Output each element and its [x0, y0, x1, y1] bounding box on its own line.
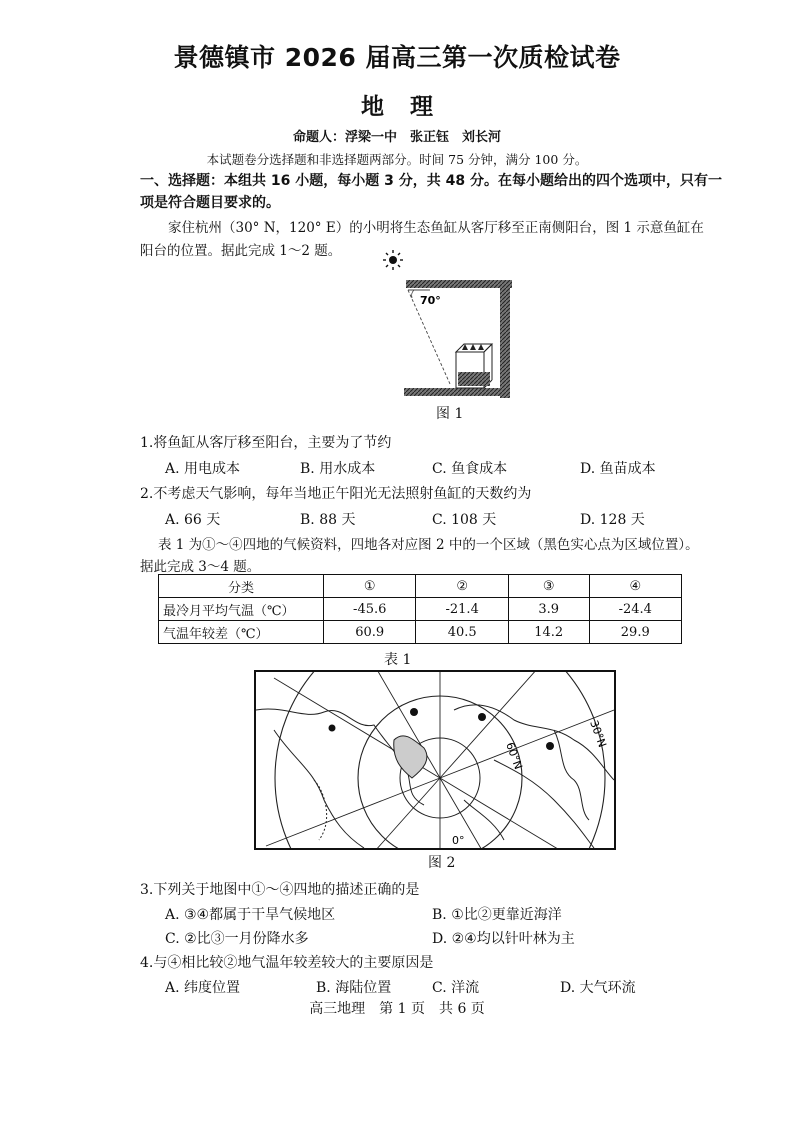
table-header: ① [324, 575, 416, 598]
intro2-line2: 据此完成 3～4 题。 [140, 559, 261, 575]
q4-option-d[interactable]: D. 大气环流 [560, 980, 636, 996]
q1-option-d[interactable]: D. 鱼苗成本 [580, 461, 656, 477]
page-footer: 高三地理 第 1 页 共 6 页 [309, 1001, 485, 1017]
q1-option-a[interactable]: A. 用电成本 [165, 461, 241, 477]
region-dot [478, 713, 486, 721]
region-dot [329, 725, 336, 732]
table-row-label: 最冷月平均气温（℃） [159, 598, 324, 621]
table-cell: -21.4 [416, 598, 508, 621]
table-cell: 14.2 [508, 621, 589, 644]
climate-table [158, 574, 682, 644]
balcony-ceiling [406, 280, 512, 288]
angle-label: 70° [420, 294, 441, 307]
figure2-map [254, 670, 616, 850]
exam-title: 景德镇市 2026 届高三第一次质检试卷 [173, 43, 621, 72]
table-row-label: 气温年较差（℃） [159, 621, 324, 644]
table-cell: -45.6 [324, 598, 416, 621]
q4-stem: 4.与④相比较②地气温年较差较大的主要原因是 [140, 955, 434, 971]
q2-stem: 2.不考虑天气影响，每年当地正午阳光无法照射鱼缸的天数约为 [140, 486, 532, 502]
q4-option-b[interactable]: B. 海陆位置 [316, 980, 392, 996]
region-dot [546, 742, 554, 750]
region-dot [410, 708, 418, 716]
table-cell: 60.9 [324, 621, 416, 644]
q4-option-a[interactable]: A. 纬度位置 [165, 980, 241, 996]
q2-option-d[interactable]: D. 128 天 [580, 512, 645, 528]
lat30-label: 30°N [587, 718, 609, 750]
table-header: ③ [508, 575, 589, 598]
q3-option-d[interactable]: D. ②④均以针叶林为主 [432, 931, 575, 947]
figure2-caption: 图 2 [428, 855, 456, 871]
figure1-caption: 图 1 [436, 406, 464, 422]
exam-note: 本试题卷分选择题和非选择题两部分。时间 75 分钟，满分 100 分。 [206, 152, 588, 167]
table-header: ② [416, 575, 508, 598]
meridian0-label: 0° [452, 834, 465, 847]
balcony-wall [500, 280, 510, 398]
q2-option-c[interactable]: C. 108 天 [432, 512, 497, 528]
table1-caption: 表 1 [384, 652, 412, 668]
sun-icon [383, 250, 403, 270]
table-cell: 40.5 [416, 621, 508, 644]
q1-stem: 1.将鱼缸从客厅移至阳台，主要为了节约 [140, 435, 392, 451]
fish-tank [456, 344, 492, 388]
subject-title: 地理 [361, 94, 459, 120]
table-cell: 29.9 [589, 621, 681, 644]
q3-option-c[interactable]: C. ②比③一月份降水多 [165, 931, 309, 947]
intro1-line2: 阳台的位置。据此完成 1～2 题。 [140, 243, 342, 259]
q3-stem: 3.下列关于地图中①～④四地的描述正确的是 [140, 882, 420, 898]
authors-line: 命题人：浮梁一中 张正钰 刘长河 [292, 130, 501, 145]
q3-option-a[interactable]: A. ③④都属于干旱气候地区 [165, 907, 336, 923]
section1-line1: 一、选择题：本组共 16 小题，每小题 3 分，共 48 分。在每小题给出的四个选项中，只有一 [140, 173, 722, 189]
table-cell: 3.9 [508, 598, 589, 621]
figure1-diagram [370, 248, 520, 404]
table-header-row [159, 575, 682, 598]
q3-option-b[interactable]: B. ①比②更靠近海洋 [432, 907, 562, 923]
table-row [159, 621, 682, 644]
q1-option-b[interactable]: B. 用水成本 [300, 461, 376, 477]
q2-option-b[interactable]: B. 88 天 [300, 512, 356, 528]
section1-line2: 项是符合题目要求的。 [140, 195, 280, 211]
q4-option-c[interactable]: C. 洋流 [432, 980, 480, 996]
balcony-floor [404, 388, 510, 396]
table-header: ④ [589, 575, 681, 598]
q1-option-c[interactable]: C. 鱼食成本 [432, 461, 508, 477]
table-cell: -24.4 [589, 598, 681, 621]
q2-option-a[interactable]: A. 66 天 [165, 512, 221, 528]
intro2-line1: 表 1 为①～④四地的气候资料，四地各对应图 2 中的一个区域（黑色实心点为区域位置）。 [158, 537, 699, 553]
lat60-label: 60°N [503, 740, 525, 772]
intro1-line1: 家住杭州（30° N，120° E）的小明将生态鱼缸从客厅移至正南侧阳台，图 1 示意鱼缸在 [168, 220, 704, 236]
table-header: 分类 [159, 575, 324, 598]
table-row [159, 598, 682, 621]
